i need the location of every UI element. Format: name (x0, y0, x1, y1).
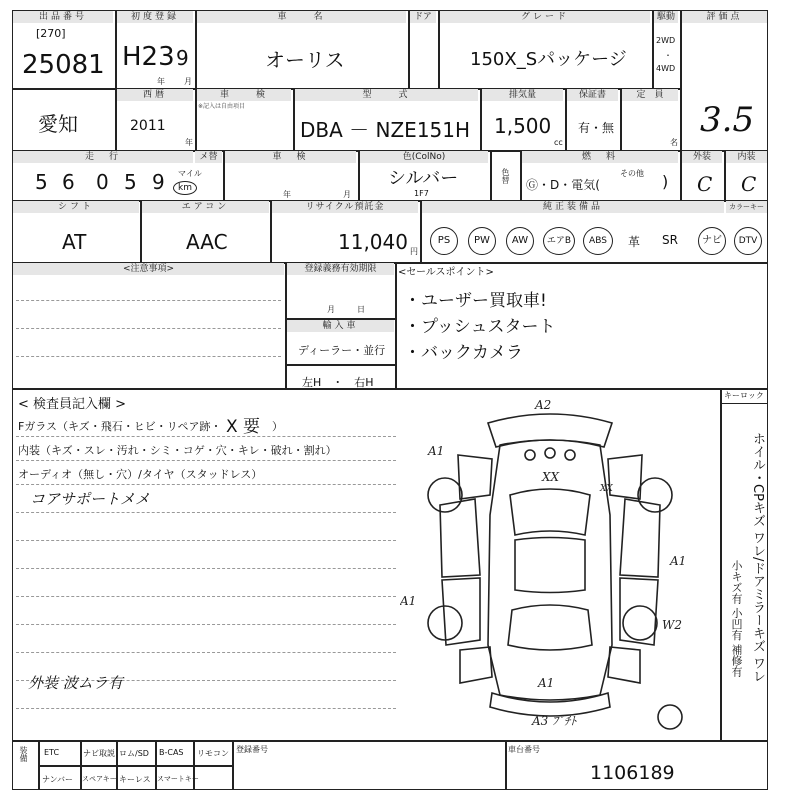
drive-2wd: 2WD (656, 36, 676, 45)
damage-mark: W2 (662, 618, 682, 632)
exterior-header: 外装 (682, 151, 722, 163)
damage-mark: XX (542, 470, 560, 484)
sales-point: ・ユーザー買取車! (404, 291, 547, 311)
drive-4wd: 4WD (656, 64, 676, 73)
model-type: DBA － NZE151H (300, 118, 471, 142)
damage-mark: A3 ﾌﾟﾁﾄ (532, 714, 577, 728)
equipment-aw: AW (506, 227, 534, 255)
glass-mark: X 要 (226, 417, 261, 437)
chassis-number: 1106189 (590, 762, 675, 784)
warranty: 有・無 (578, 121, 615, 135)
equipment-abs: ABS (583, 227, 613, 255)
equipment-pw: PW (468, 227, 496, 255)
color-header: 色(ColNo) (360, 151, 488, 163)
import-header: 輸入車 (287, 320, 394, 332)
front-bumper (488, 414, 612, 447)
mileage-unit-km: km (173, 181, 197, 195)
damage-mark: A1 (400, 594, 417, 608)
equipment-header: 純正装備品 (422, 201, 724, 213)
chassis-number-label: 車台番号 (508, 745, 540, 754)
equipment-navi: ナビ (698, 227, 726, 255)
displacement: 1,500 (494, 114, 552, 138)
color-change-label: 色替 (501, 168, 510, 184)
capacity-header: 定 員 (622, 89, 678, 101)
vertical-note-1: ホイル・CPキズ ワレ/ドアミラーキズ ワレ (750, 432, 765, 683)
front-right-wheel (638, 478, 672, 512)
damage-mark: A1 (670, 554, 687, 568)
expiry-header: 登録義務有効期限 (287, 263, 394, 275)
interior-grade: C (741, 172, 757, 196)
model-name-header: 車 名 (197, 11, 406, 23)
front-left-wheel (428, 478, 462, 512)
options-label: 装備 (19, 746, 28, 762)
roof (515, 538, 585, 593)
dealer-parallel: ディーラー・並行 (298, 344, 386, 357)
equipment-leather: 革 (628, 235, 641, 249)
first-reg-month: 9 (176, 46, 189, 70)
spare-wheel (658, 705, 682, 729)
score-value: 3.5 (700, 100, 755, 140)
shift-header: シフト (13, 201, 139, 213)
prefecture: 愛知 (38, 112, 78, 136)
mileage-header: 走 行 (13, 151, 193, 163)
handwritten-note-2: 外装 波ムラ有 (28, 674, 123, 692)
fuel-options: Ⓖ・D・電気( (526, 178, 600, 192)
left-rear-door (442, 578, 480, 645)
notes-header: <注意事項> (13, 263, 284, 275)
shaken-header: 車 検 (225, 151, 356, 163)
month-unit: 月 (184, 77, 192, 86)
color-key-header: カラーキー (726, 201, 767, 213)
recycle-header: リサイクル預託金 (272, 201, 418, 213)
right-front-door (620, 499, 660, 577)
car-damage-diagram (400, 395, 720, 740)
meter-change-header: メ替 (195, 151, 222, 163)
mileage-unit-mile: マイル (178, 169, 202, 178)
windscreen (510, 489, 590, 535)
color-code: 1F7 (414, 189, 429, 198)
sales-point: ・プッシュスタート (404, 317, 556, 337)
vertical-note-2: 小キズ有 小凹有 補修有 (730, 560, 743, 677)
model-name: オーリス (265, 48, 345, 72)
audio-line: オーディオ（無し・穴）/タイヤ（スタッドレス） (18, 468, 263, 481)
rear-right-wheel (623, 606, 657, 640)
year-unit: 年 (157, 77, 165, 86)
equipment-dtv: DTV (734, 227, 762, 255)
model-year: 2011 (130, 118, 166, 134)
door-header: ドア (410, 11, 436, 23)
damage-mark: A1 (428, 444, 445, 458)
grade-header: グレード (440, 11, 650, 23)
rear-window (508, 605, 592, 650)
model-year-header: 西暦 (117, 89, 193, 101)
steering-side: 左H ・ 右H (302, 376, 374, 389)
damage-mark: XX (600, 484, 613, 494)
right-rear-fender (608, 647, 640, 683)
interior-header: 内装 (726, 151, 767, 163)
score-header: 評価点 (682, 11, 767, 23)
handwritten-note-1: コアサポートメメ (30, 490, 150, 508)
auction-sheet: 出品番号 初度登録 車 名 ドア グレード 駆動 評価点 [270] 25081 H23 9 年 月 オーリス 150X_Sパッケージ 2WD ・ 4WD 3.5 西暦 車 検 型 式 排気量 保証書 定 員 愛知 2011 年 ※記入は自由項目 DBA － NZE151H 1,500 cc 有・無 名 走 行 メ替 車 検 色(ColNo) 燃 料 外装 内装 5 6 0 5 9 マイル km 年 月 シルバー 1F7 色替 Ⓖ・D・電気( その他 ) C C シフト エアコン リサイクル預託金 純正装備品 カラーキー AT AAC 11,040 円 PS PW AW エアB ABS 革 SR ナビ DTV <注意事項> 登録義務有効期限 <セールスポイント> 月 日 輸入車 ディーラー・並行 左H ・ 右H ・ユーザー買取車! ・プッシュスタート ・バックカメラ < 検査員記入欄 > Fガラス（キズ・飛石・ヒビ・リペア跡・ X 要 ） 内装（キズ・スレ・汚れ・シミ・コゲ・穴・キレ・破れ・割れ） オーディオ（無し・穴）/タイヤ（スタッドレス） コアサポートメメ 外装 波ムラ有 キーロック ホイル・CPキズ ワレ/ドアミラーキズ ワレ 小キズ有 小凹有 補修有 A2 A1 XX XX A1 A1 W2 A1 A3 ﾌﾟﾁﾄ 装備 ETC ナビ取説 ロム/SD B-CAS リモコン ナンバー スペアキー キーレス スマートキー 登録番号 車台番号 1106189 (0, 0, 800, 800)
equipment-sunroof: SR (662, 233, 678, 247)
type-header: 型 式 (295, 89, 478, 101)
color: シルバー (388, 168, 459, 189)
registration-number-label: 登録番号 (236, 745, 268, 754)
left-front-fender (458, 455, 492, 499)
lot-number-header: 出品番号 (13, 11, 113, 23)
grade: 150X_Sパッケージ (470, 49, 627, 70)
damage-mark: A2 (535, 398, 552, 412)
aircon-value: AAC (186, 230, 228, 254)
interior-line: 内装（キズ・スレ・汚れ・シミ・コゲ・穴・キレ・破れ・割れ） (18, 444, 337, 457)
inspection-header: 車 検 (197, 89, 291, 101)
equipment-airbag: エアB (543, 227, 575, 255)
left-rear-fender (460, 647, 492, 683)
glass-line: Fガラス（キズ・飛石・ヒビ・リペア跡・ (18, 420, 222, 433)
recycle-fee: 11,040 (338, 230, 408, 254)
fuel-header: 燃 料 (522, 151, 678, 163)
lot-sub: [270] (36, 27, 66, 40)
lot-number: 25081 (22, 50, 105, 80)
damage-mark: A1 (538, 676, 555, 690)
equipment-ps: PS (430, 227, 458, 255)
right-front-fender (608, 455, 642, 499)
first-reg-era: H23 (122, 42, 175, 72)
sales-point: ・バックカメラ (404, 343, 523, 363)
exterior-grade: C (697, 172, 713, 196)
drive-header: 駆動 (654, 11, 678, 23)
inspection-note: ※記入は自由項目 (198, 103, 246, 110)
shift-value: AT (62, 230, 87, 254)
left-front-door (440, 499, 480, 577)
aircon-header: エアコン (142, 201, 269, 213)
sales-points-header: <セールスポイント> (398, 267, 494, 278)
inspector-title: < 検査員記入欄 > (18, 397, 127, 412)
warranty-header: 保証書 (567, 89, 618, 101)
displacement-header: 排気量 (482, 89, 563, 101)
key-lock-label: キーロック (724, 391, 764, 400)
first-registration-header: 初度登録 (117, 11, 193, 23)
